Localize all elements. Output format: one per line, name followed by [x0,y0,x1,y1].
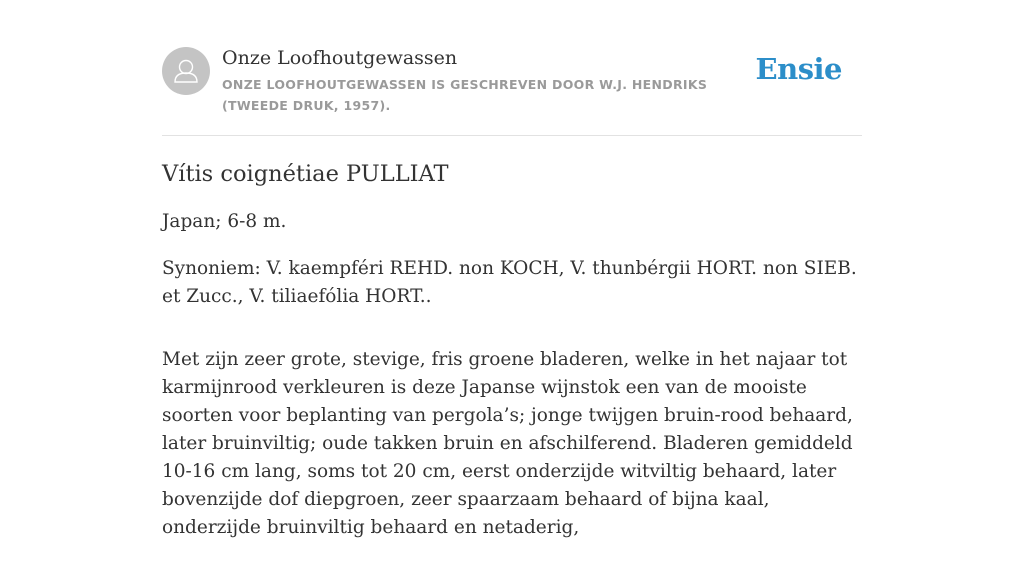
entry-content [162,158,872,561]
ensie-logo[interactable]: Ensie [755,52,842,86]
divider [162,135,862,136]
source-description: ONZE LOOFHOUTGEWASSEN IS GESCHREVEN DOOR W.J. HENDRIKS (TWEEDE DRUK, 1957). [222,77,708,113]
source-title[interactable]: Onze Loofhoutgewassen [222,47,458,69]
entry-title: Vítis coignétiae PULLIAT [162,161,449,187]
user-icon[interactable] [162,47,210,95]
entry-paragraph: Met zijn zeer grote, stevige, fris groene bladeren, welke in het najaar tot karmijnrood verkleuren is deze Japanse wijnstok een van de mooiste soorten voor beplanting van pergola’s; jonge twijgen bruin-rood behaard, later bruinviltig; oude takken bruin en afschilferend. Bladeren gemiddeld 10-16 cm lang, soms tot 20 cm, eerst onderzijde witviltig behaard, later bovenzijde dof diepgroen, zeer spaarzaam behaard of bijna kaal, onderzijde bruinviltig behaard en netaderig, [162,349,853,538]
entry-paragraph: Synoniem: V. kaempféri REHD. non KOCH, V. thunbérgii HORT. non SIEB. et Zucc., V. tiliaefólia HORT.. [162,258,857,307]
source-header [162,46,862,118]
entry-paragraph: Japan; 6-8 m. [162,211,287,232]
